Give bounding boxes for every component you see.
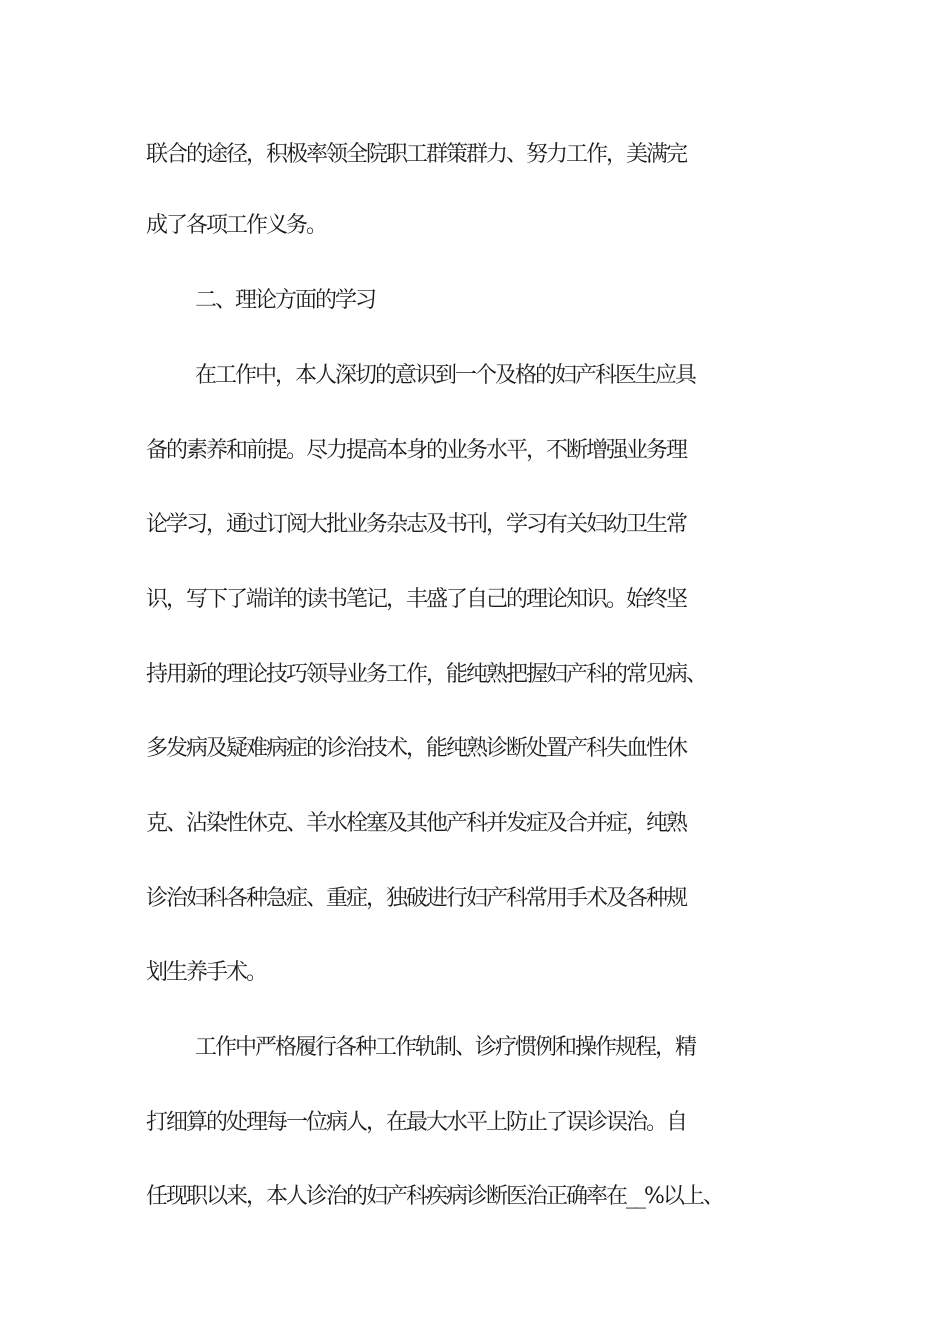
section-heading: 二、理论方面的学习 — [195, 288, 376, 313]
text-line: 成了各项工作义务。 — [146, 213, 327, 238]
text-line: 诊治妇科各种急症、重症，独破进行妇产科常用手术及各种规 — [146, 886, 687, 911]
text-line: 持用新的理论技巧领导业务工作，能纯熟把握妇产科的常见病、 — [146, 662, 707, 687]
text-line: 论学习，通过订阅大批业务杂志及书刊，学习有关妇幼卫生常 — [146, 512, 687, 537]
text-line: 备的素养和前提。尽力提高本身的业务水平，不断增强业务理 — [146, 438, 687, 463]
text-line: 任现职以来，本人诊治的妇产科疾病诊断医治正确率在__%以上、 — [146, 1184, 723, 1209]
text-line: 划生养手术。 — [146, 960, 267, 985]
text-line: 工作中严格履行各种工作轨制、诊疗惯例和操作规程，精 — [195, 1035, 696, 1060]
text-line: 在工作中，本人深切的意识到一个及格的妇产科医生应具 — [195, 363, 696, 388]
text-line: 多发病及疑难病症的诊治技术，能纯熟诊断处置产科失血性休 — [146, 736, 687, 761]
text-line: 打细算的处理每一位病人，在最大水平上防止了误诊误治。自 — [146, 1110, 687, 1135]
text-line: 克、沾染性休克、羊水栓塞及其他产科并发症及合并症，纯熟 — [146, 811, 687, 836]
text-line: 识，写下了端详的读书笔记，丰盛了自己的理论知识。始终坚 — [146, 587, 687, 612]
text-line: 联合的途径，积极率领全院职工群策群力、努力工作，美满完 — [146, 142, 687, 167]
